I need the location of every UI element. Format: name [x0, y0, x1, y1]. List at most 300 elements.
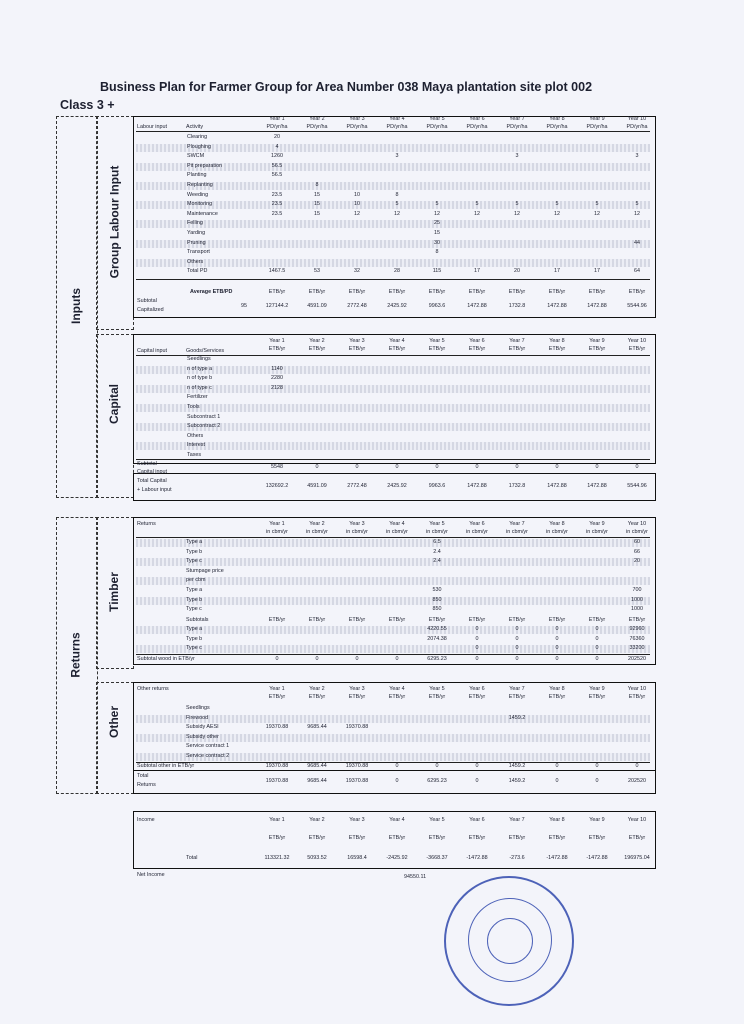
income-unit-header: ETB/yr — [468, 835, 486, 841]
income-year-header: Year 9 — [589, 817, 605, 823]
capital-subtotal-cell: 0 — [355, 464, 359, 470]
capital-unit-header: ETB/yr — [308, 346, 326, 352]
income-total-cell: 196975.04 — [624, 855, 650, 861]
capital-item-label: n of type a — [187, 365, 213, 372]
labour-year-header: Year 10 — [627, 116, 647, 122]
total-returns-cell: 202520 — [628, 778, 646, 784]
labour-cell: 23.5 — [271, 210, 283, 217]
labour-cell: 53 — [314, 268, 320, 275]
total-returns-label: Total — [137, 773, 149, 779]
total-capital-label2: + Labour input — [137, 487, 172, 493]
capital-item-label: Subcontract 1 — [187, 413, 221, 420]
income-total-cell: -3668.37 — [426, 855, 448, 861]
labour-cell: 8 — [435, 249, 439, 256]
labour-activity-label: Replanting — [187, 182, 213, 188]
labour-unit-header: PD/yr/ha — [466, 124, 488, 130]
labour-cell: 25 — [434, 220, 440, 227]
capital-year-header: Year 2 — [309, 338, 325, 344]
timber-etb-unit: ETB/yr — [468, 617, 486, 623]
total-returns-cell: 9685.44 — [307, 778, 327, 784]
income-total-label: Total — [186, 855, 198, 861]
total-capital-cell: 1472.88 — [467, 483, 487, 489]
labour-cell: 5 — [595, 201, 599, 208]
net-income-value: 94550.11 — [404, 874, 427, 880]
capital-subtotal-label: Subtotal — [137, 461, 157, 467]
total-capital-cell: 4591.09 — [307, 483, 327, 489]
group-labour-label: Group Labour Input — [107, 165, 121, 279]
income-year-header: Year 7 — [509, 817, 525, 823]
labour-cell: 10 — [354, 191, 360, 198]
income-total-cell: -1472.88 — [546, 855, 568, 861]
capital-year-header: Year 3 — [349, 338, 365, 344]
capital-item-label: n of type c — [187, 384, 212, 391]
total-returns-cell: 6295.23 — [427, 778, 447, 784]
labour-activity-label: Felling — [187, 220, 203, 227]
labour-activity-label: Weeding — [187, 191, 209, 198]
capital-year-header: Year 1 — [269, 338, 285, 344]
capital-item-label: n of type b — [187, 375, 213, 382]
other-year-header: Year 7 — [509, 686, 525, 692]
timber-subtotal-cell: 4220.55 — [427, 626, 447, 632]
capital-item-label: Others — [187, 432, 204, 439]
timber-row-shade — [136, 597, 650, 605]
other-year-header: Year 8 — [549, 686, 565, 692]
capital-subtotal-cell: 0 — [475, 464, 479, 470]
total-capital-cell: 1732.8 — [508, 483, 526, 489]
labour-row-shade — [136, 182, 650, 190]
capital-label: Capital — [107, 383, 122, 425]
capital-row-shade — [136, 404, 650, 412]
goods-col-header: Goods/Services — [186, 348, 225, 354]
timber-unit-header: in cbm/yr — [386, 529, 408, 535]
income-unit-header: ETB/yr — [348, 835, 366, 841]
labour-cell: 12 — [514, 210, 520, 217]
timber-unit-header: in cbm/yr — [626, 529, 648, 535]
labour-activity-label: Planting — [187, 172, 207, 179]
capital-unit-header: ETB/yr — [388, 346, 406, 352]
timber-cell: 66 — [634, 548, 640, 555]
labour-year-header: Year 5 — [429, 116, 445, 122]
capital-subtotal-cell: 0 — [595, 464, 599, 470]
labour-year-header: Year 9 — [589, 116, 605, 122]
capital-subtotal-cell: 0 — [555, 464, 559, 470]
returns-section-label: Returns — [69, 631, 83, 678]
labour-cell: 12 — [474, 210, 480, 217]
labour-activity-label: Pruning — [187, 239, 206, 246]
labour-unit-header: PD/yr/ha — [306, 124, 328, 130]
labour-cell: 30 — [434, 239, 440, 246]
income-total-cell: -273.6 — [509, 855, 525, 861]
timber-subtotal-type-label: Type c — [186, 645, 202, 652]
labour-activity-label: Transport — [187, 249, 210, 256]
timber-subtotal-type-label: Type b — [186, 635, 203, 642]
timber-subtotal-cell: 33200 — [629, 645, 645, 652]
other-year-header: Year 4 — [389, 686, 405, 692]
labour-subtotal-label: Subtotal — [137, 298, 157, 304]
income-year-header: Year 6 — [469, 817, 485, 823]
capital-year-header: Year 8 — [549, 338, 565, 344]
total-returns-cell: 0 — [595, 778, 599, 784]
labour-year-header: Year 3 — [349, 116, 365, 122]
timber-etb-unit: ETB/yr — [588, 617, 606, 623]
timber-subtotal-cell: 0 — [475, 635, 479, 642]
income-year-header: Year 8 — [549, 817, 565, 823]
labour-subtotal-cell: 4591.09 — [307, 303, 327, 309]
timber-year-header: Year 1 — [269, 521, 285, 527]
timber-subtotal-cell: 0 — [555, 635, 559, 642]
subtotal-other-cell: 0 — [555, 763, 559, 769]
other-year-header: Year 1 — [269, 686, 285, 692]
timber-subtotal-cell: 0 — [595, 626, 599, 632]
capital-unit-header: ETB/yr — [428, 346, 446, 352]
labour-cell: 64 — [634, 268, 640, 275]
labour-etb-unit: ETB/yr — [628, 289, 646, 295]
total-returns-cell: 0 — [475, 778, 479, 784]
capital-unit-header: ETB/yr — [348, 346, 366, 352]
labour-subtotal-cell: 9963.6 — [428, 303, 446, 309]
timber-etb-unit: ETB/yr — [268, 617, 286, 623]
timber-etb-unit: ETB/yr — [548, 617, 566, 623]
capital-year-header: Year 6 — [469, 338, 485, 344]
labour-cell: 28 — [394, 268, 400, 275]
capital-item-label: Interest — [187, 442, 205, 449]
timber-unit-header: in cbm/yr — [266, 529, 288, 535]
income-total-cell: 5093.52 — [307, 855, 327, 861]
timber-subtotal-cell: 0 — [475, 626, 479, 632]
stamp-emblem — [487, 918, 533, 964]
labour-cell: 12 — [354, 210, 360, 217]
capital-subtotal-rule — [136, 459, 650, 460]
activity-col-header: Activity — [186, 124, 204, 130]
income-year-header: Year 1 — [269, 817, 285, 823]
timber-subtotal-rule — [136, 654, 650, 655]
labour-cell: 1467.5 — [268, 268, 286, 275]
total-capital-cell: 1472.88 — [587, 483, 607, 489]
labour-cell: 15 — [314, 191, 320, 198]
subtotal-wood-label: Subtotal wood in ETB/yr — [137, 656, 195, 662]
timber-row-shade — [136, 558, 650, 566]
labour-cell: 12 — [554, 210, 560, 217]
timber-subtotals-label: Subtotals — [186, 617, 209, 623]
subtotal-wood-cell: 0 — [515, 656, 519, 662]
labour-activity-label: Clearing — [187, 134, 208, 140]
capital-subtotal-cell: 0 — [635, 464, 639, 470]
timber-cell: 1000 — [631, 606, 643, 613]
income-year-header: Year 3 — [349, 817, 365, 823]
income-unit-header: ETB/yr — [388, 835, 406, 841]
income-year-header: Year 4 — [389, 817, 405, 823]
capital-header-rule — [136, 355, 650, 356]
timber-type-label: Type c — [186, 606, 202, 613]
labour-cell: 15 — [434, 230, 440, 236]
total-returns-cell: 1459.2 — [508, 778, 526, 784]
labour-activity-label: SWCM — [187, 153, 205, 160]
timber-type-label: per cbm — [186, 577, 206, 584]
timber-cell: 530 — [432, 587, 442, 593]
labour-row-shade — [136, 220, 650, 228]
labour-col-header: Labour input — [137, 124, 167, 130]
subtotal-other-cell: 0 — [395, 763, 399, 769]
labour-cell: 5 — [475, 201, 479, 208]
timber-year-header: Year 3 — [349, 521, 365, 527]
page-title: Business Plan for Farmer Group for Area Number 038 Maya plantation site plot 002 — [100, 80, 593, 94]
timber-subtotal-cell: 2074.38 — [427, 635, 447, 642]
total-returns-cell: 19370.88 — [345, 778, 369, 784]
income-unit-header: ETB/yr — [628, 835, 646, 841]
labour-cell: 5 — [515, 201, 519, 208]
timber-cell: 2.4 — [433, 548, 441, 555]
labour-row-shade — [136, 259, 650, 267]
labour-cell: 44 — [634, 239, 640, 246]
labour-capitalized-label: Capitalized — [137, 307, 164, 313]
average-etb-value: 95 — [241, 303, 247, 309]
capital-item-label: Taxes — [187, 452, 202, 458]
capital-subtotal-cell: 0 — [395, 464, 399, 470]
labour-cell: 20 — [274, 134, 280, 140]
labour-year-header: Year 2 — [309, 116, 325, 122]
other-cell: 19370.88 — [265, 724, 289, 731]
timber-subtotal-cell: 92960 — [629, 626, 645, 632]
other-year-header: Year 3 — [349, 686, 365, 692]
timber-cell: 1000 — [631, 596, 643, 603]
timber-unit-header: in cbm/yr — [586, 529, 608, 535]
timber-unit-header: in cbm/yr — [426, 529, 448, 535]
labour-activity-label: Maintenance — [187, 210, 218, 217]
timber-unit-header: in cbm/yr — [546, 529, 568, 535]
labour-subtotal-cell: 1472.88 — [547, 303, 567, 309]
subtotal-wood-cell: 0 — [315, 656, 319, 662]
subtotal-other-cell: 9685.44 — [307, 763, 327, 769]
income-total-cell: -1472.88 — [586, 855, 608, 861]
labour-subtotal-cell: 1732.8 — [508, 303, 526, 309]
total-capital-label: Total Capital — [137, 478, 167, 484]
total-capital-cell: 2772.48 — [347, 483, 367, 489]
labour-subtotal-cell: 1472.88 — [467, 303, 487, 309]
returns-col-header: Returns — [137, 521, 156, 527]
subtotal-wood-cell: 6295.23 — [427, 656, 447, 662]
capital-unit-header: ETB/yr — [468, 346, 486, 352]
labour-cell: 3 — [635, 153, 639, 160]
timber-cell: 2.4 — [433, 558, 441, 565]
labour-etb-unit: ETB/yr — [588, 289, 606, 295]
subtotal-wood-cell: 0 — [275, 656, 279, 662]
total-returns-label2: Returns — [137, 782, 156, 788]
capital-subtotal-label2: Capital input — [137, 469, 167, 475]
timber-header-rule — [136, 537, 650, 538]
capital-item-label: Subcontract 2 — [187, 423, 221, 430]
labour-etb-unit: ETB/yr — [508, 289, 526, 295]
other-year-header: Year 5 — [429, 686, 445, 692]
capital-subtotal-cell: 0 — [435, 464, 439, 470]
capital-unit-header: ETB/yr — [548, 346, 566, 352]
income-unit-header: ETB/yr — [428, 835, 446, 841]
labour-activity-label: Yarding — [187, 230, 206, 236]
other-unit-header: ETB/yr — [548, 694, 566, 700]
capital-item-label: Seedlings — [187, 356, 211, 362]
capital-cell: 1140 — [271, 365, 283, 372]
other-year-header: Year 10 — [627, 686, 647, 692]
other-unit-header: ETB/yr — [348, 694, 366, 700]
labour-etb-unit: ETB/yr — [308, 289, 326, 295]
labour-etb-unit: ETB/yr — [348, 289, 366, 295]
labour-cell: 5 — [635, 201, 639, 208]
capital-year-header: Year 7 — [509, 338, 525, 344]
timber-year-header: Year 10 — [627, 521, 647, 527]
subtotal-other-label: Subtotal other in ETB/yr — [137, 763, 195, 769]
subtotal-wood-cell: 0 — [555, 656, 559, 662]
timber-subtotal-cell: 0 — [475, 645, 479, 652]
other-return-label: Firewood — [186, 714, 209, 721]
labour-cell: 12 — [394, 210, 400, 217]
labour-activity-label: Total PD — [187, 268, 208, 275]
income-unit-header: ETB/yr — [508, 835, 526, 841]
labour-cell: 115 — [432, 268, 442, 275]
subtotal-wood-cell: 0 — [475, 656, 479, 662]
labour-cell: 32 — [354, 268, 360, 275]
capital-cell: 2280 — [271, 375, 283, 382]
timber-etb-unit: ETB/yr — [348, 617, 366, 623]
labour-row-shade — [136, 240, 650, 248]
labour-unit-header: PD/yr/ha — [426, 124, 448, 130]
labour-etb-unit: ETB/yr — [468, 289, 486, 295]
labour-subtotal-cell: 1472.88 — [587, 303, 607, 309]
subtotal-other-cell: 1459.2 — [508, 763, 526, 769]
subtotal-wood-cell: 0 — [355, 656, 359, 662]
subtotal-other-cell: 0 — [435, 763, 439, 769]
income-year-header: Year 5 — [429, 817, 445, 823]
labour-unit-header: PD/yr/ha — [386, 124, 408, 130]
labour-subtotal-cell: 2425.92 — [387, 303, 407, 309]
other-label: Other — [106, 705, 121, 739]
other-row-shade — [136, 715, 650, 723]
total-capital-cell: 1472.88 — [547, 483, 567, 489]
timber-subtotal-cell: 0 — [515, 635, 519, 642]
labour-etb-unit: ETB/yr — [268, 289, 286, 295]
capital-unit-header: ETB/yr — [588, 346, 606, 352]
other-cell: 19370.88 — [345, 724, 369, 731]
labour-unit-header: PD/yr/ha — [626, 124, 648, 130]
income-total-cell: -2425.92 — [386, 855, 408, 861]
labour-unit-header: PD/yr/ha — [266, 124, 288, 130]
labour-etb-unit: ETB/yr — [388, 289, 406, 295]
capital-subtotal-cell: 0 — [515, 464, 519, 470]
timber-subtotal-cell: 76360 — [629, 635, 645, 642]
labour-etb-unit: ETB/yr — [428, 289, 446, 295]
total-returns-cell: 0 — [395, 778, 399, 784]
timber-label: Timber — [107, 572, 122, 612]
timber-etb-unit: ETB/yr — [628, 617, 646, 623]
labour-cell: 20 — [514, 268, 520, 275]
labour-cell: 15 — [314, 201, 320, 208]
timber-cell: 60 — [634, 539, 640, 545]
timber-row-shade — [136, 577, 650, 585]
income-unit-header: ETB/yr — [548, 835, 566, 841]
total-returns-cell: 19370.88 — [265, 778, 289, 784]
timber-cell: 6.5 — [433, 539, 441, 545]
labour-activity-label: Monitoring — [187, 201, 213, 208]
income-total-cell: 113321.32 — [264, 855, 290, 861]
capital-subtotal-cell: 5548 — [271, 464, 283, 470]
income-total-cell: 16598.4 — [347, 855, 367, 861]
labour-cell: 5 — [555, 201, 559, 208]
timber-type-label: Type b — [186, 596, 203, 603]
capital-cell: 2128 — [271, 384, 283, 391]
timber-type-label: Type a — [186, 539, 203, 545]
labour-unit-header: PD/yr/ha — [346, 124, 368, 130]
labour-cell: 10 — [354, 201, 360, 208]
timber-subtotal-cell: 0 — [595, 635, 599, 642]
labour-cell: 5 — [395, 201, 399, 208]
labour-cell: 56.5 — [271, 172, 283, 179]
timber-subtotal-cell: 0 — [555, 645, 559, 652]
labour-cell: 12 — [634, 210, 640, 217]
capital-year-header: Year 9 — [589, 338, 605, 344]
subtotal-wood-cell: 0 — [595, 656, 599, 662]
subtotal-other-cell: 0 — [595, 763, 599, 769]
total-capital-cell: 2425.92 — [387, 483, 407, 489]
other-unit-header: ETB/yr — [508, 694, 526, 700]
labour-year-header: Year 6 — [469, 116, 485, 122]
timber-etb-unit: ETB/yr — [388, 617, 406, 623]
other-unit-header: ETB/yr — [428, 694, 446, 700]
labour-cell: 3 — [395, 153, 399, 160]
labour-cell: 4 — [275, 143, 279, 150]
labour-etb-unit: ETB/yr — [548, 289, 566, 295]
income-unit-header: ETB/yr — [588, 835, 606, 841]
labour-unit-header: PD/yr/ha — [586, 124, 608, 130]
other-unit-header: ETB/yr — [388, 694, 406, 700]
timber-type-label: Type c — [186, 558, 202, 565]
capital-row-shade — [136, 442, 650, 450]
labour-activity-label: Others — [187, 258, 204, 265]
capital-row-shade — [136, 385, 650, 393]
labour-unit-header: PD/yr/ha — [546, 124, 568, 130]
timber-unit-header: in cbm/yr — [346, 529, 368, 535]
labour-year-header: Year 1 — [269, 116, 285, 122]
timber-etb-unit: ETB/yr — [308, 617, 326, 623]
other-return-label: Subsidy AESI — [186, 724, 219, 731]
labour-cell: 12 — [594, 210, 600, 217]
other-unit-header: ETB/yr — [628, 694, 646, 700]
timber-unit-header: in cbm/yr — [306, 529, 328, 535]
timber-cell: 850 — [432, 596, 442, 603]
labour-row-shade — [136, 144, 650, 152]
income-year-header: Year 10 — [627, 817, 647, 823]
labour-subtotal-cell: 127144.2 — [265, 303, 289, 309]
capital-col-header: Capital input — [137, 348, 167, 354]
subtotal-other-cell: 0 — [475, 763, 479, 769]
capital-unit-header: ETB/yr — [508, 346, 526, 352]
labour-activity-label: Pit preparation — [187, 162, 223, 169]
capital-unit-header: ETB/yr — [268, 346, 286, 352]
labour-year-header: Year 7 — [509, 116, 525, 122]
labour-subtotal-cell: 5544.96 — [627, 303, 647, 309]
labour-cell: 5 — [435, 201, 439, 208]
subtotal-wood-cell: 0 — [395, 656, 399, 662]
other-cell: 9685.44 — [307, 724, 327, 731]
timber-year-header: Year 2 — [309, 521, 325, 527]
labour-subtotal-cell: 2772.48 — [347, 303, 367, 309]
timber-subtotal-cell: 0 — [595, 645, 599, 652]
capital-item-label: Fertilizer — [187, 394, 208, 401]
other-return-label: Seedlings — [186, 705, 210, 711]
other-cell: 1459.2 — [508, 714, 526, 721]
labour-cell: 23.5 — [271, 191, 283, 198]
other-return-label: Service contract 1 — [186, 743, 230, 750]
timber-year-header: Year 4 — [389, 521, 405, 527]
other-year-header: Year 9 — [589, 686, 605, 692]
timber-type-label: Type a — [186, 587, 203, 593]
